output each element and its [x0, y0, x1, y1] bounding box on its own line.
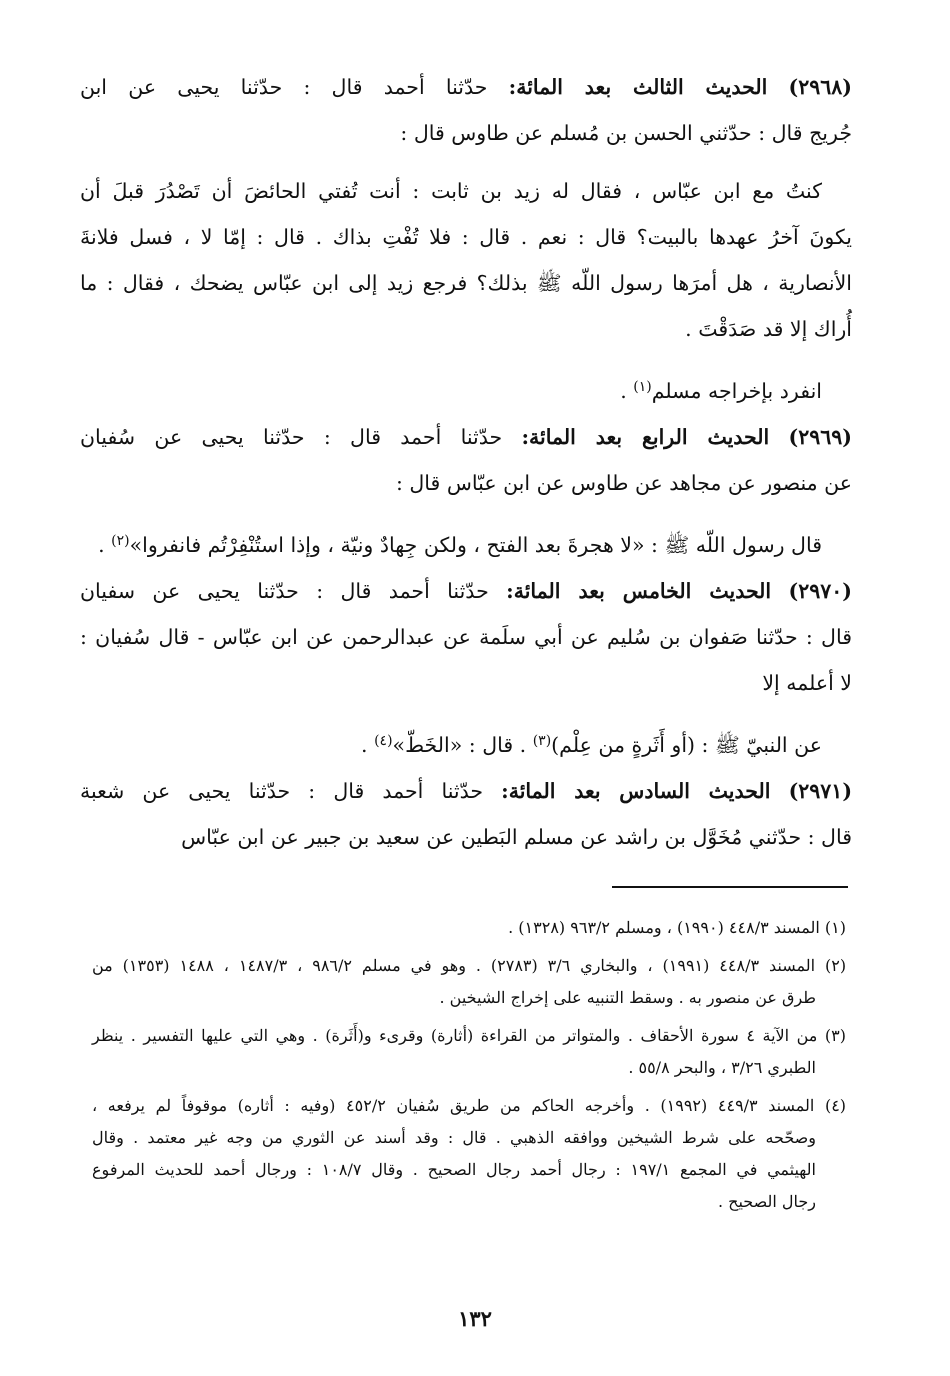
hadith-2969-number: (٢٩٦٩)	[788, 425, 852, 449]
hadith-2971-heading: الحديث السادس بعد المائة:	[501, 779, 771, 803]
hadith-2970-chain: حدّثنا أحمد قال : حدّثنا يحيى عن سفيان	[80, 579, 489, 603]
hadith-2968-line-3: كنتُ مع ابن عبّاس ، فقال له زيد بن ثابت : أنت تُفتي الحائضَ أن تَصْدُرَ قبلَ أن	[80, 179, 822, 203]
footnote-ref-1[interactable]: (١)	[633, 379, 652, 395]
hadith-2968-chain: حدّثنا أحمد قال : حدّثنا يحيى عن ابن	[80, 75, 488, 99]
hadith-2970-number: (٢٩٧٠)	[788, 579, 852, 603]
footnote-2-cont: طرق عن منصور به . وسقط التنبيه على إخراج الشيخين .	[439, 988, 816, 1007]
hadith-2969-line-1	[80, 414, 852, 460]
footnote-3-cont: الطبري ٣/٢٦ ، والبحر ٥٥/٨ .	[628, 1058, 816, 1077]
hadith-2968-end: .	[620, 379, 634, 403]
hadith-2968-heading: الحديث الثالث بعد المائة:	[508, 75, 768, 99]
hadith-2969-line-3	[80, 518, 852, 568]
footnote-4: (٤) المسند ٤٤٩/٣ (١٩٩٢) . وأخرجه الحاكم من طريق سُفيان ٤٥٢/٢ (وفيه : أثاره) موقوفاً لم يرفعه ،	[92, 1096, 847, 1115]
hadith-2970-line-3: لا أعلمه إلا	[762, 671, 852, 695]
hadith-2968-number: (٢٩٦٨)	[788, 75, 852, 99]
footnote-ref-3[interactable]: (٣)	[532, 733, 552, 749]
hadith-2968-line-1	[80, 64, 852, 110]
hadith-2969-chain: حدّثنا أحمد قال : حدّثنا يحيى عن سُفيان	[80, 425, 503, 449]
footnote-4-cont-3: رجال الصحيح .	[717, 1192, 816, 1211]
hadith-2968-note-text: انفرد بإخراجه مسلم	[651, 379, 822, 403]
hadith-2968-note-line	[80, 364, 852, 414]
hadith-2968-line-2: جُريج قال : حدّثني الحسن بن مُسلم عن طاوس قال :	[400, 121, 852, 145]
hadith-2970-text-b: . قال : «الخَطّ»	[392, 733, 533, 757]
hadith-2968-line-4: يكونَ آخرُ عهدها بالبيت؟ قال : نعم . قال : فلا تُفْتِ بذاك . قال : إمّا لا ، فسل فلانةَ	[80, 225, 852, 249]
hadith-2969-line-2: عن منصور عن مجاهد عن طاوس عن ابن عبّاس قال :	[395, 471, 852, 495]
hadith-2970-line-2: قال : حدّثنا صَفوان بن سُليم عن أبي سلَمة عن عبدالرحمن عن ابن عبّاس - قال سُفيان :	[80, 625, 852, 649]
footnote-4-cont-1: وصحّحه على شرط الشيخين ووافقه الذهبي . قال : وقد أسند عن الثوري من وجه غير معتمد . وقال	[92, 1128, 816, 1147]
footnote-4-cont-2: الهيثمي في المجمع ١٩٧/١ : رجال أحمد رجال الصحيح . وقال ١٠٨/٧ : ورجال أحمد للحديث المرفوع	[92, 1160, 817, 1179]
hadith-2970-heading: الحديث الخامس بعد المائة:	[506, 579, 772, 603]
footnote-1: (١) المسند ٤٤٨/٣ (١٩٩٠) ، ومسلم ٩٦٣/٢ (١٣٢٨) .	[508, 918, 846, 937]
hadith-2969-text: قال رسول اللّه ﷺ : «لا هجرةَ بعد الفتح ، ولكن جِهادٌ ونيّة ، وإذا استُنْفِرْتُم فانفروا»	[129, 533, 822, 557]
footnotes	[92, 912, 846, 1218]
footnote-3: (٣) من الآية ٤ سورة الأحقاف . والمتواتر من القراءة (أثارة) وقرىء و(أَثَرة) . وهي التي عليها التفسير . ينظر	[92, 1026, 847, 1045]
hadith-2969-heading: الحديث الرابع بعد المائة:	[521, 425, 770, 449]
footnote-ref-2[interactable]: (٢)	[111, 533, 130, 549]
hadith-2968-line-5: الأنصارية ، هل أمرَها رسول اللّه ﷺ بذلك؟ فرجع زيد إلى ابن عبّاس يضحك ، فقال : ما	[80, 271, 852, 295]
hadith-2971-line-2: قال : حدّثني مُخَوَّل بن راشد عن مسلم البَطين عن سعيد بن جبير عن ابن عبّاس	[181, 825, 852, 849]
hadith-2971-line-1	[80, 768, 852, 814]
main-text	[80, 64, 852, 860]
hadith-2968-line-6: أُراك إلا قد صَدَقْتَ .	[685, 317, 852, 341]
hadith-2970-end: .	[361, 733, 375, 757]
page-number: ١٣٢	[458, 1306, 492, 1331]
hadith-2970-line-4	[80, 718, 852, 768]
hadith-2969-end: .	[98, 533, 112, 557]
footnote-ref-4[interactable]: (٤)	[374, 733, 393, 749]
footnote-divider	[612, 886, 848, 888]
hadith-2970-line-1	[80, 568, 852, 614]
footnote-2: (٢) المسند ٤٤٨/٣ (١٩٩١) ، والبخاري ٣/٦ (٢٧٨٣) . وهو في مسلم ٩٨٦/٢ ، ١٤٨٧/٣ ، ١٤٨٨ (١٣٥٣) من	[92, 956, 847, 975]
hadith-2971-number: (٢٩٧١)	[788, 779, 853, 803]
hadith-2971-chain: حدّثنا أحمد قال : حدّثنا يحيى عن شعبة	[80, 779, 484, 803]
hadith-2970-text-a: عن النبيّ ﷺ : (أو أَثَرةٍ من عِلْم)	[551, 733, 822, 757]
